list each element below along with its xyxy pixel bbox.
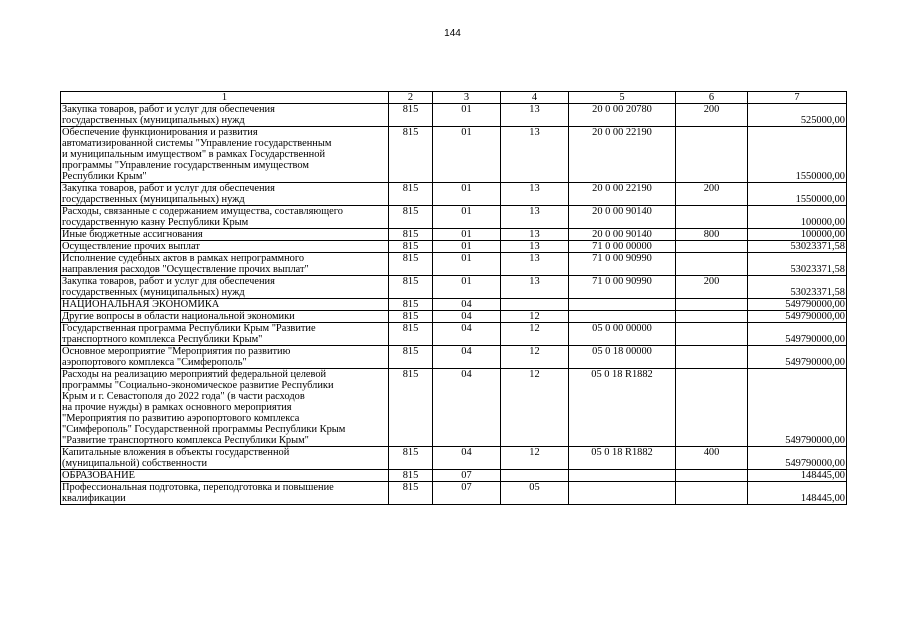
row-name-cell: Государственная программа Республики Крым "Развитие транспортного комплекса Республики Крым" — [61, 323, 389, 346]
amount-cell: 549790000,00 — [748, 299, 847, 311]
target-article-cell: 20 0 00 90140 — [569, 229, 676, 241]
table-row — [61, 127, 847, 183]
subsection-code-cell: 13 — [501, 104, 569, 127]
row-name-cell: Закупка товаров, работ и услуг для обеспечения государственных (муниципальных) нужд — [61, 276, 389, 299]
amount-cell: 1550000,00 — [748, 127, 847, 183]
column-header: 4 — [501, 92, 569, 104]
target-article-cell — [569, 482, 676, 505]
target-article-cell: 71 0 00 00000 — [569, 241, 676, 253]
table-row — [61, 323, 847, 346]
budget-table — [60, 91, 847, 505]
section-code-cell: 01 — [433, 253, 501, 276]
row-name-cell: Закупка товаров, работ и услуг для обеспечения государственных (муниципальных) нужд — [61, 104, 389, 127]
ministry-code-cell: 815 — [389, 183, 433, 206]
subsection-code-cell: 12 — [501, 447, 569, 470]
section-code-cell: 01 — [433, 229, 501, 241]
expense-type-cell: 200 — [676, 183, 748, 206]
table-row — [61, 253, 847, 276]
amount-cell: 100000,00 — [748, 206, 847, 229]
row-name-cell: Основное мероприятие "Мероприятия по развитию аэропортового комплекса "Симферополь" — [61, 346, 389, 369]
section-code-cell: 04 — [433, 299, 501, 311]
target-article-cell: 71 0 00 90990 — [569, 253, 676, 276]
target-article-cell: 05 0 18 R1882 — [569, 369, 676, 447]
row-name-cell: НАЦИОНАЛЬНАЯ ЭКОНОМИКА — [61, 299, 389, 311]
ministry-code-cell: 815 — [389, 127, 433, 183]
expense-type-cell — [676, 369, 748, 447]
section-code-cell: 01 — [433, 183, 501, 206]
expense-type-cell — [676, 470, 748, 482]
target-article-cell: 71 0 00 90990 — [569, 276, 676, 299]
table-row — [61, 482, 847, 505]
table-row — [61, 311, 847, 323]
row-name-cell: Расходы на реализацию мероприятий федеральной целевой программы "Социально-экономическое развитие Республики Крым и г. Севастополя до 2022 года" (в части расходов на прочие нужды) в рамках основного мероприятия "Мероприятия по развитию аэропортового комплекса "Симферополь" Государственной программы Республики Крым "Развитие транспортного комплекса Республики Крым" — [61, 369, 389, 447]
row-name-cell: Расходы, связанные с содержанием имущества, составляющего государственную казну Республики Крым — [61, 206, 389, 229]
expense-type-cell — [676, 127, 748, 183]
subsection-code-cell: 05 — [501, 482, 569, 505]
ministry-code-cell: 815 — [389, 346, 433, 369]
expense-type-cell — [676, 482, 748, 505]
expense-type-cell — [676, 241, 748, 253]
ministry-code-cell: 815 — [389, 482, 433, 505]
amount-cell: 53023371,58 — [748, 276, 847, 299]
row-name-cell: Другие вопросы в области национальной экономики — [61, 311, 389, 323]
table-row — [61, 346, 847, 369]
target-article-cell: 20 0 00 20780 — [569, 104, 676, 127]
row-name-cell: Закупка товаров, работ и услуг для обеспечения государственных (муниципальных) нужд — [61, 183, 389, 206]
amount-cell: 148445,00 — [748, 470, 847, 482]
section-code-cell: 04 — [433, 346, 501, 369]
section-code-cell: 04 — [433, 369, 501, 447]
section-code-cell: 04 — [433, 447, 501, 470]
section-code-cell: 01 — [433, 276, 501, 299]
column-header: 6 — [676, 92, 748, 104]
table-row — [61, 299, 847, 311]
expense-type-cell — [676, 323, 748, 346]
ministry-code-cell: 815 — [389, 299, 433, 311]
expense-type-cell — [676, 253, 748, 276]
ministry-code-cell: 815 — [389, 104, 433, 127]
row-name-cell: Осуществление прочих выплат — [61, 241, 389, 253]
section-code-cell: 04 — [433, 323, 501, 346]
table-row — [61, 241, 847, 253]
row-name-cell: Профессиональная подготовка, переподготовка и повышение квалификации — [61, 482, 389, 505]
amount-cell: 100000,00 — [748, 229, 847, 241]
amount-cell: 549790000,00 — [748, 447, 847, 470]
section-code-cell: 07 — [433, 482, 501, 505]
column-header: 3 — [433, 92, 501, 104]
section-code-cell: 01 — [433, 206, 501, 229]
subsection-code-cell: 12 — [501, 311, 569, 323]
ministry-code-cell: 815 — [389, 470, 433, 482]
table-row — [61, 183, 847, 206]
ministry-code-cell: 815 — [389, 253, 433, 276]
subsection-code-cell: 13 — [501, 276, 569, 299]
table-row — [61, 206, 847, 229]
ministry-code-cell: 815 — [389, 369, 433, 447]
expense-type-cell: 400 — [676, 447, 748, 470]
subsection-code-cell: 12 — [501, 369, 569, 447]
expense-type-cell — [676, 206, 748, 229]
amount-cell: 549790000,00 — [748, 369, 847, 447]
expense-type-cell: 200 — [676, 276, 748, 299]
subsection-code-cell: 13 — [501, 183, 569, 206]
section-code-cell: 01 — [433, 127, 501, 183]
table-row — [61, 447, 847, 470]
subsection-code-cell: 12 — [501, 323, 569, 346]
target-article-cell — [569, 470, 676, 482]
subsection-code-cell: 13 — [501, 206, 569, 229]
amount-cell: 549790000,00 — [748, 323, 847, 346]
row-name-cell: Иные бюджетные ассигнования — [61, 229, 389, 241]
target-article-cell: 05 0 18 00000 — [569, 346, 676, 369]
amount-cell: 53023371,58 — [748, 253, 847, 276]
subsection-code-cell — [501, 299, 569, 311]
table-row — [61, 104, 847, 127]
table-row — [61, 470, 847, 482]
ministry-code-cell: 815 — [389, 447, 433, 470]
expense-type-cell — [676, 311, 748, 323]
column-header: 2 — [389, 92, 433, 104]
target-article-cell — [569, 299, 676, 311]
table-row — [61, 276, 847, 299]
ministry-code-cell: 815 — [389, 206, 433, 229]
expense-type-cell — [676, 299, 748, 311]
section-code-cell: 07 — [433, 470, 501, 482]
column-header: 5 — [569, 92, 676, 104]
ministry-code-cell: 815 — [389, 241, 433, 253]
amount-cell: 549790000,00 — [748, 311, 847, 323]
amount-cell: 53023371,58 — [748, 241, 847, 253]
section-code-cell: 01 — [433, 104, 501, 127]
row-name-cell: Капитальные вложения в объекты государственной (муниципальной) собственности — [61, 447, 389, 470]
expense-type-cell: 800 — [676, 229, 748, 241]
row-name-cell: Обеспечение функционирования и развития автоматизированной системы "Управление государственным и муниципальным имуществом" в рамках Государственной программы "Управление государственным имуществом Республики Крым" — [61, 127, 389, 183]
page-number: 144 — [444, 28, 461, 39]
amount-cell: 525000,00 — [748, 104, 847, 127]
target-article-cell: 05 0 18 R1882 — [569, 447, 676, 470]
subsection-code-cell: 12 — [501, 346, 569, 369]
subsection-code-cell: 13 — [501, 241, 569, 253]
table-row — [61, 229, 847, 241]
target-article-cell: 20 0 00 22190 — [569, 127, 676, 183]
row-name-cell: ОБРАЗОВАНИЕ — [61, 470, 389, 482]
column-header: 7 — [748, 92, 847, 104]
ministry-code-cell: 815 — [389, 323, 433, 346]
target-article-cell: 05 0 00 00000 — [569, 323, 676, 346]
target-article-cell: 20 0 00 90140 — [569, 206, 676, 229]
expense-type-cell: 200 — [676, 104, 748, 127]
table-body — [61, 92, 847, 505]
subsection-code-cell: 13 — [501, 253, 569, 276]
column-header: 1 — [61, 92, 389, 104]
table-row — [61, 369, 847, 447]
ministry-code-cell: 815 — [389, 311, 433, 323]
section-code-cell: 04 — [433, 311, 501, 323]
amount-cell: 549790000,00 — [748, 346, 847, 369]
target-article-cell: 20 0 00 22190 — [569, 183, 676, 206]
amount-cell: 1550000,00 — [748, 183, 847, 206]
subsection-code-cell: 13 — [501, 229, 569, 241]
table-header-row — [61, 92, 847, 104]
subsection-code-cell: 13 — [501, 127, 569, 183]
ministry-code-cell: 815 — [389, 276, 433, 299]
target-article-cell — [569, 311, 676, 323]
expense-type-cell — [676, 346, 748, 369]
row-name-cell: Исполнение судебных актов в рамках непрограммного направления расходов "Осуществление прочих выплат" — [61, 253, 389, 276]
amount-cell: 148445,00 — [748, 482, 847, 505]
ministry-code-cell: 815 — [389, 229, 433, 241]
section-code-cell: 01 — [433, 241, 501, 253]
subsection-code-cell — [501, 470, 569, 482]
